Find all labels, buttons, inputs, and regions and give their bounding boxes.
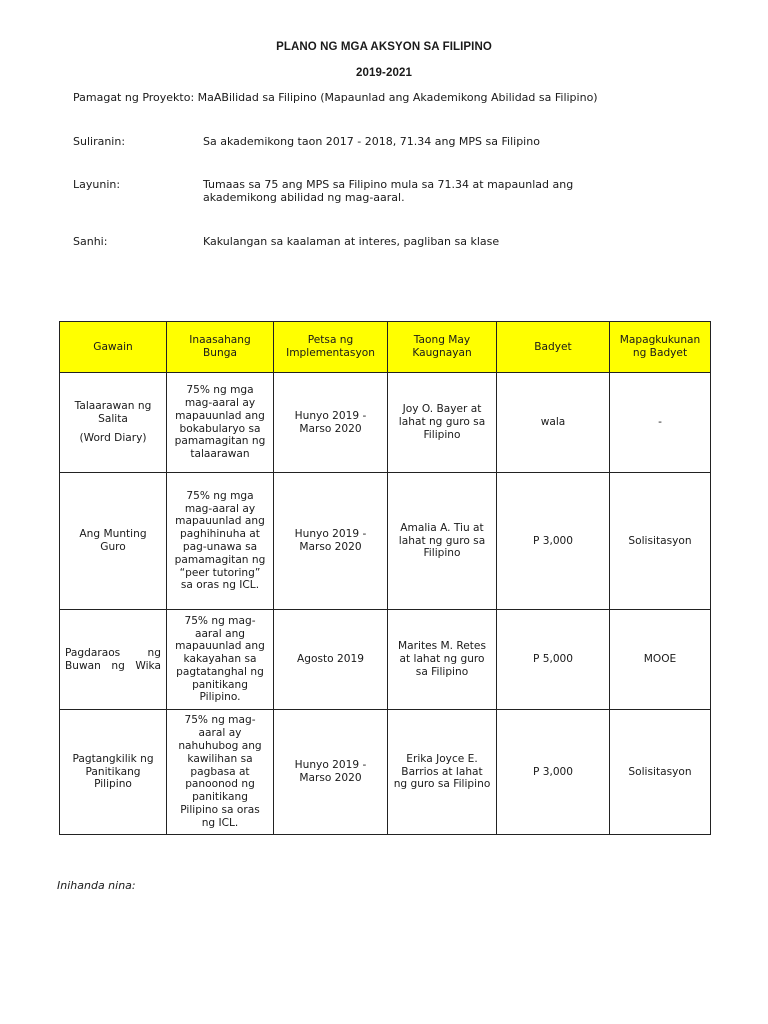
cell-petsa: Hunyo 2019 - Marso 2020 <box>274 710 388 835</box>
cell-tao: Amalia A. Tiu at lahat ng guro sa Filipino <box>388 473 497 610</box>
cell-bunga: 75% ng mag-aaral ang mapauunlad ang kakayahan sa pagtatanghal ng panitikang Pilipino. <box>167 610 274 710</box>
header-mapagkukunan: Mapagkukunan ng Badyet <box>610 322 711 373</box>
suliranin-value: Sa akademikong taon 2017 - 2018, 71.34 ang MPS sa Filipino <box>203 135 540 148</box>
document-year: 2019-2021 <box>356 67 412 79</box>
gawain-text: Talaarawan ng Salita <box>74 400 152 426</box>
cell-mapagkukunan: - <box>610 373 711 473</box>
prepared-by-label: Inihanda nina: <box>57 879 136 892</box>
cell-badyet: P 3,000 <box>497 710 610 835</box>
cell-badyet: P 3,000 <box>497 473 610 610</box>
sanhi-label: Sanhi: <box>73 235 108 248</box>
cell-badyet: P 5,000 <box>497 610 610 710</box>
gawain-text: Pagdaraos ng Buwan ng Wika <box>65 646 161 672</box>
document-title: PLANO NG MGA AKSYON SA FILIPINO <box>276 41 492 53</box>
cell-bunga: 75% ng mga mag-aaral ay mapauunlad ang paghihinuha at pag-unawa sa pamamagitan ng “peer tutoring” sa oras ng ICL. <box>167 473 274 610</box>
cell-gawain: Ang Munting Guro <box>60 473 167 610</box>
header-taong-may-kaugnayan: Taong May Kaugnayan <box>388 322 497 373</box>
cell-mapagkukunan: Solisitasyon <box>610 710 711 835</box>
header-badyet: Badyet <box>497 322 610 373</box>
cell-mapagkukunan: Solisitasyon <box>610 473 711 610</box>
header-petsa: Petsa ng Implementasyon <box>274 322 388 373</box>
sanhi-value: Kakulangan sa kaalaman at interes, pagliban sa klase <box>203 235 500 248</box>
cell-tao: Marites M. Retes at lahat ng guro sa Filipino <box>388 610 497 710</box>
cell-bunga: 75% ng mag-aaral ay nahuhubog ang kawilihan sa pagbasa at panoonod ng panitikang Pilipino sa oras ng ICL. <box>167 710 274 835</box>
cell-mapagkukunan: MOOE <box>610 610 711 710</box>
cell-bunga: 75% ng mga mag-aaral ay mapauunlad ang bokabularyo sa pamamagitan ng talaarawan <box>167 373 274 473</box>
table-row <box>60 373 711 473</box>
table-row <box>60 610 711 710</box>
action-plan-table <box>59 321 711 835</box>
project-title: Pamagat ng Proyekto: MaABilidad sa Filipino (Mapaunlad ang Akademikong Abilidad sa Filipino) <box>73 91 598 104</box>
cell-gawain <box>60 373 167 473</box>
cell-petsa: Agosto 2019 <box>274 610 388 710</box>
suliranin-label: Suliranin: <box>73 135 126 148</box>
cell-petsa: Hunyo 2019 - Marso 2020 <box>274 473 388 610</box>
cell-gawain: Pagtangkilik ng Panitikang Pilipino <box>60 710 167 835</box>
header-inaasahang-bunga: Inaasahang Bunga <box>167 322 274 373</box>
table-row <box>60 473 711 610</box>
table-row <box>60 710 711 835</box>
cell-gawain <box>60 610 167 710</box>
cell-tao: Joy O. Bayer at lahat ng guro sa Filipino <box>388 373 497 473</box>
header-gawain: Gawain <box>60 322 167 373</box>
layunin-label: Layunin: <box>73 178 121 191</box>
cell-badyet: wala <box>497 373 610 473</box>
cell-tao: Erika Joyce E. Barrios at lahat ng guro sa Filipino <box>388 710 497 835</box>
table-header-row <box>60 322 711 373</box>
layunin-value: Tumaas sa 75 ang MPS sa Filipino mula sa 71.34 at mapaunlad ang akademikong abilidad ng mag-aaral. <box>203 178 574 204</box>
cell-petsa: Hunyo 2019 - Marso 2020 <box>274 373 388 473</box>
gawain-subtext: (Word Diary) <box>79 431 147 444</box>
